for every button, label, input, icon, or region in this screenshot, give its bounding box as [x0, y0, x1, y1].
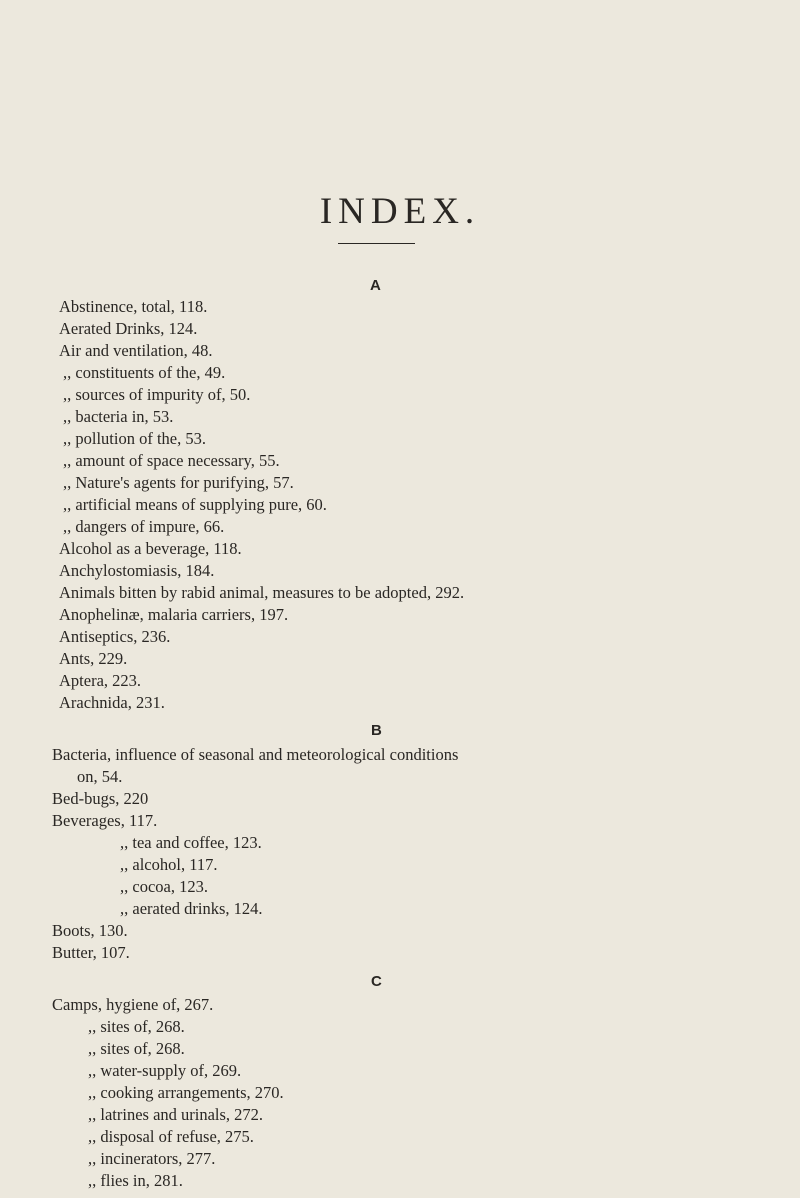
- index-entry: ,, constituents of the, 49.: [63, 363, 226, 382]
- index-entry: ,, alcohol, 117.: [120, 855, 218, 874]
- index-entry: ,, sites of, 268.: [88, 1017, 185, 1036]
- index-entry: Antiseptics, 236.: [59, 627, 171, 646]
- index-entry: Bacteria, influence of seasonal and meteorological conditions: [52, 745, 459, 764]
- section-letter-b: B: [371, 722, 382, 739]
- index-entry: ,, artificial means of supplying pure, 60.: [63, 495, 327, 514]
- index-entry: ,, sources of impurity of, 50.: [63, 385, 251, 404]
- index-entry: ,, Nature's agents for purifying, 57.: [63, 473, 294, 492]
- index-entry: Butter, 107.: [52, 943, 130, 962]
- index-entry: ,, tea and coffee, 123.: [120, 833, 262, 852]
- index-entry: Alcohol as a beverage, 118.: [59, 539, 242, 558]
- index-entry: Beverages, 117.: [52, 811, 158, 830]
- index-entry: ,, cocoa, 123.: [120, 877, 208, 896]
- index-entry: Bed-bugs, 220: [52, 789, 149, 808]
- index-entry: ,, flies in, 281.: [88, 1171, 183, 1190]
- index-entry: ,, bacteria in, 53.: [63, 407, 174, 426]
- index-entry: ,, dangers of impure, 66.: [63, 517, 225, 536]
- index-entry: ,, latrines and urinals, 272.: [88, 1105, 264, 1124]
- section-letter-a: A: [370, 277, 381, 294]
- index-entry: ,, cooking arrangements, 270.: [88, 1083, 284, 1102]
- index-entry: ,, water-supply of, 269.: [88, 1061, 242, 1080]
- index-entry: Anchylostomiasis, 184.: [59, 561, 215, 580]
- index-entry: ,, incinerators, 277.: [88, 1149, 216, 1168]
- index-entry: Camps, hygiene of, 267.: [52, 995, 214, 1014]
- index-entry: Anophelinæ, malaria carriers, 197.: [59, 605, 289, 624]
- title-rule: [338, 243, 415, 244]
- index-entry: Ants, 229.: [59, 649, 128, 668]
- index-entry: ,, disposal of refuse, 275.: [88, 1127, 254, 1146]
- index-entry: Air and ventilation, 48.: [59, 341, 213, 360]
- index-entry: ,, sites of, 268.: [88, 1039, 185, 1058]
- index-entry: Aerated Drinks, 124.: [59, 319, 198, 338]
- index-entry: Animals bitten by rabid animal, measures to be adopted, 292.: [59, 583, 465, 602]
- index-entry: ,, aerated drinks, 124.: [120, 899, 263, 918]
- index-entry: ,, amount of space necessary, 55.: [63, 451, 280, 470]
- index-entry: Aptera, 223.: [59, 671, 142, 690]
- index-entry: Boots, 130.: [52, 921, 128, 940]
- index-entry: Abstinence, total, 118.: [59, 297, 208, 316]
- index-entry: on, 54.: [77, 767, 123, 786]
- index-entry: ,, pollution of the, 53.: [63, 429, 206, 448]
- section-letter-c: C: [371, 973, 382, 990]
- page-title: INDEX.: [319, 191, 481, 232]
- index-entry: Arachnida, 231.: [59, 693, 165, 712]
